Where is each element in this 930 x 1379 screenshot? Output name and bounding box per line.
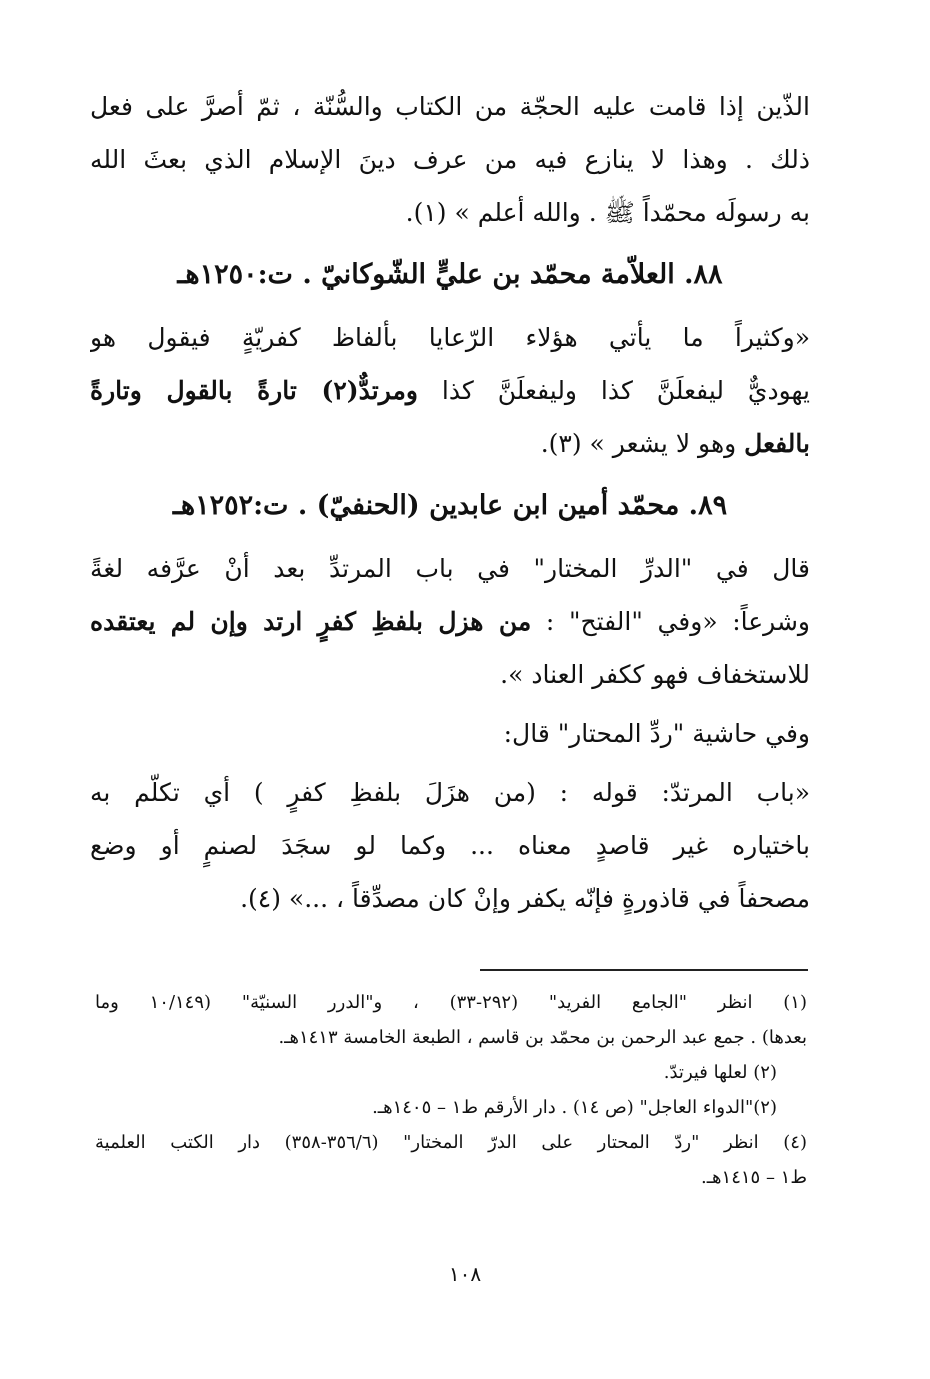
footnote-line: (٢)"الدواء العاجل" (ص ١٤) . دار الأرقم ط١ – ١٤٠٥هـ. — [372, 1097, 777, 1118]
paragraph-intro — [90, 80, 810, 239]
footnote-separator — [480, 969, 808, 971]
bold-text-span: بالفعل — [744, 429, 810, 458]
paragraph-radd-quote — [90, 766, 810, 925]
footnote-line: (٢) لعلها فيرتدّ. — [663, 1062, 777, 1083]
text-line: قال في "الدرِّ المختار" في باب المرتدِّ بعد أنْ عرَّفه لغةً — [90, 554, 810, 583]
paragraph-radd-intro: وفي حاشية "ردِّ المحتار" قال: — [503, 719, 810, 748]
section-heading-89: ٨٩. محمّد أمين ابن عابدين (الحنفيّ) . ت:١٢٥٢هـ — [172, 490, 728, 521]
main-text — [90, 80, 810, 925]
text-line-mixed — [90, 417, 810, 470]
footnote-line: (١) انظر "الجامع الفريد" (٢٩٢-٣٣) ، و"الدرر السنيّة" (١٠/١٤٩ وما — [95, 992, 807, 1013]
paragraph-shawkani-quote — [90, 311, 810, 470]
page-number: ١٠٨ — [448, 1262, 482, 1286]
text-line-mixed — [90, 364, 810, 417]
section-heading-88: ٨٨. العلاّمة محمّد بن عليٍّ الشّوكانيّ . ت:١٢٥٠هـ — [177, 259, 723, 290]
text-line-mixed — [90, 595, 810, 648]
footnote-line: بعدها) . جمع عبد الرحمن بن محمّد بن قاسم ، الطبعة الخامسة ١٤١٣هـ. — [278, 1027, 807, 1048]
text-span: يهوديٌّ ليفعلَنَّ كذا وليفعلَنَّ كذا — [417, 376, 810, 405]
text-line: به رسولَه محمّداً ﷺ . والله أعلم » (١). — [405, 198, 810, 227]
footnote-line: (٤) انظر "ردّ المحتار على الدرّ المختار" (٣٥٦/٦-٣٥٨) دار الكتب العلمية — [95, 1132, 807, 1153]
text-line: «باب المرتدّ: قوله : (من هزَلَ بلفظِ كفرٍ ) أي تكلّم به — [90, 778, 810, 807]
text-line: «وكثيراً ما يأتي هؤلاء الرّعايا بألفاظ كفريّةٍ فيقول هو — [90, 323, 810, 352]
bold-text-span: ومرتدٌّ(٢) تارةً بالقول وتارةً — [90, 376, 418, 405]
paragraph-durr-mukhtar — [90, 542, 810, 701]
text-span: وشرعاً: «وفي "الفتح" : — [531, 607, 810, 636]
footnotes — [95, 985, 807, 1195]
text-line: مصحفاً في قاذورةٍ فإنّه يكفر وإنْ كان مصدِّقاً ، ...» (٤). — [240, 884, 810, 913]
footnote-line: ط١ – ١٤١٥هـ. — [701, 1167, 807, 1188]
text-line: باختياره غير قاصدٍ معناه ... وكما لو سجَدَ لصنمٍ أو وضع — [90, 831, 810, 860]
text-line: الذّين إذا قامت عليه الحجّة من الكتاب والسُّنّة ، ثمّ أصرَّ على فعل — [90, 92, 810, 121]
text-line: ذلك . وهذا لا ينازع فيه من عرف دينَ الإسلام الذي بعثَ الله — [90, 145, 810, 174]
text-span: وهو لا يشعر » (٣). — [540, 429, 745, 458]
bold-text-span: من هزل بلفظِ كفرٍ ارتد وإن لم يعتقده — [90, 607, 532, 636]
text-line: للاستخفاف فهو ككفر العناد ». — [500, 660, 810, 689]
